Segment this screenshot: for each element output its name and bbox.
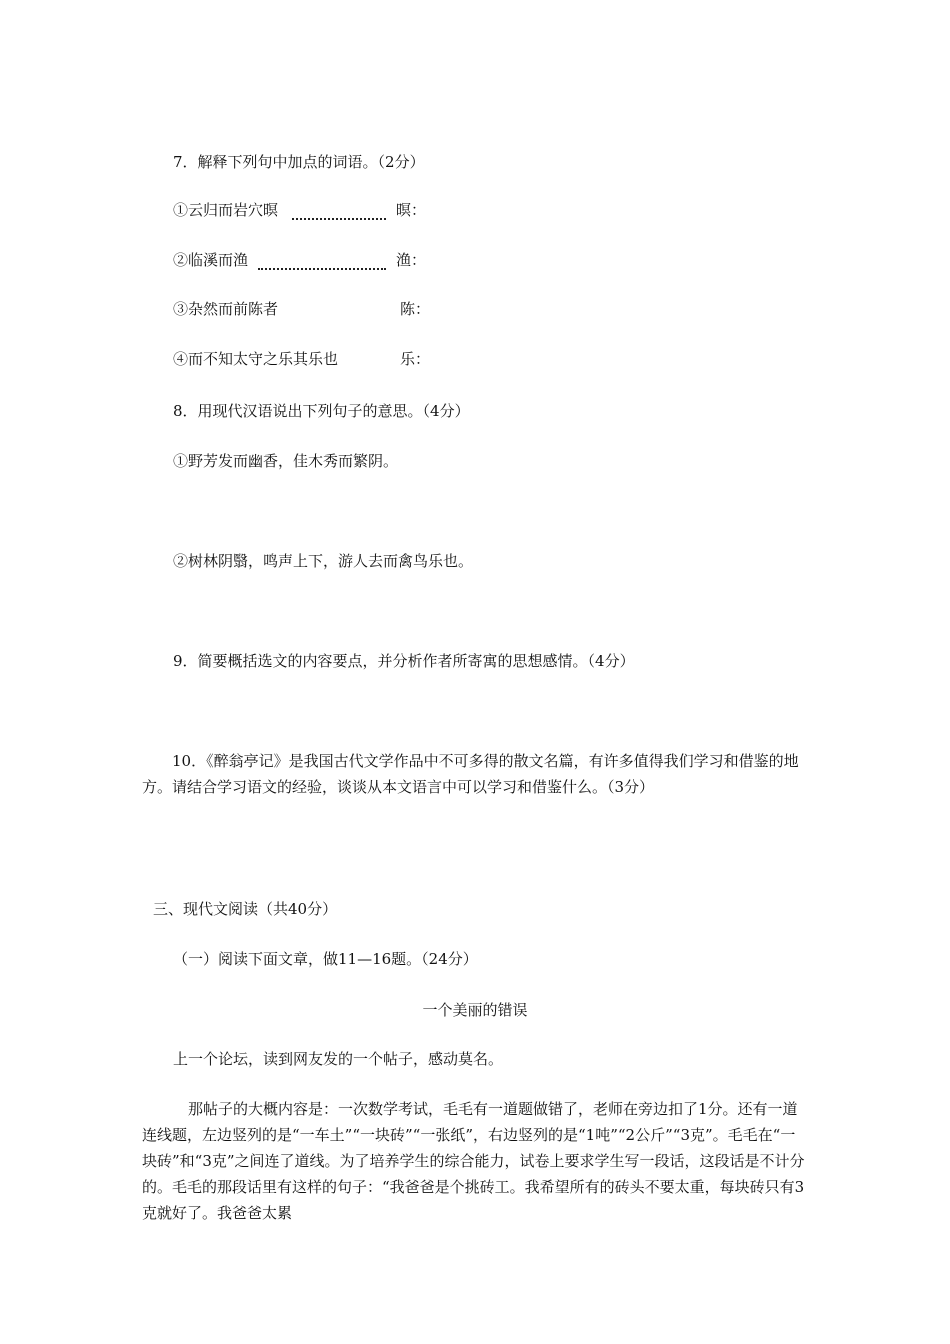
q7-title: 7．解释下列句中加点的词语。（2分） xyxy=(173,153,425,171)
q7-item-1-word: 暝： xyxy=(396,201,427,219)
q9-title: 9．简要概括选文的内容要点，并分析作者所寄寓的思想感情。（4分） xyxy=(173,652,635,670)
article-paragraph-2: 那帖子的大概内容是：一次数学考试，毛毛有一道题做错了，老师在旁边扣了1分。还有一道连线题，左边竖列的是“一车土”“一块砖”“一张纸”，右边竖列的是“1吨”“2公斤”“3克”。毛毛在“一块砖”和“3克”之间连了道线。为了培养学生的综合能力，试卷上要求学生写一段话，这段话是不计分的。毛毛的那段话里有这样的句子：“我爸爸是个挑砖工。我希望所有的砖头不要太重，每块砖只有3克就好了。我爸爸太累 xyxy=(142,1100,805,1222)
q7-item-2-word: 渔： xyxy=(396,251,427,269)
q7-item-4-word: 乐： xyxy=(400,350,431,368)
q8-title: 8．用现代汉语说出下列句子的意思。（4分） xyxy=(173,402,470,420)
section-3-title: 三、现代文阅读（共40分） xyxy=(153,900,338,918)
emphasis-dots xyxy=(292,212,386,220)
article-title: 一个美丽的错误 xyxy=(422,1001,528,1019)
q8-sentence-2: ②树林阴翳，鸣声上下，游人去而禽鸟乐也。 xyxy=(173,552,474,570)
article-paragraph-1: 上一个论坛，读到网友发的一个帖子，感动莫名。 xyxy=(173,1050,504,1068)
q7-item-2-sentence: ②临溪而渔 xyxy=(173,251,249,269)
q10-text: 10．《醉翁亭记》是我国古代文学作品中不可多得的散文名篇，有许多值得我们学习和借鉴的地方。请结合学习语文的经验，谈谈从本文语言中可以学习和借鉴什么。（3分） xyxy=(142,752,799,796)
q8-sentence-1: ①野芳发而幽香，佳木秀而繁阴。 xyxy=(173,452,399,470)
q7-item-3-sentence: ③杂然而前陈者 xyxy=(173,300,279,318)
section-3-part-1: （一）阅读下面文章，做11—16题。（24分） xyxy=(173,950,478,968)
q7-item-1-sentence: ①云归而岩穴暝 xyxy=(173,201,279,219)
q7-item-3-word: 陈： xyxy=(400,300,431,318)
q7-item-4-sentence: ④而不知太守之乐其乐也 xyxy=(173,350,339,368)
emphasis-dots xyxy=(258,262,386,270)
